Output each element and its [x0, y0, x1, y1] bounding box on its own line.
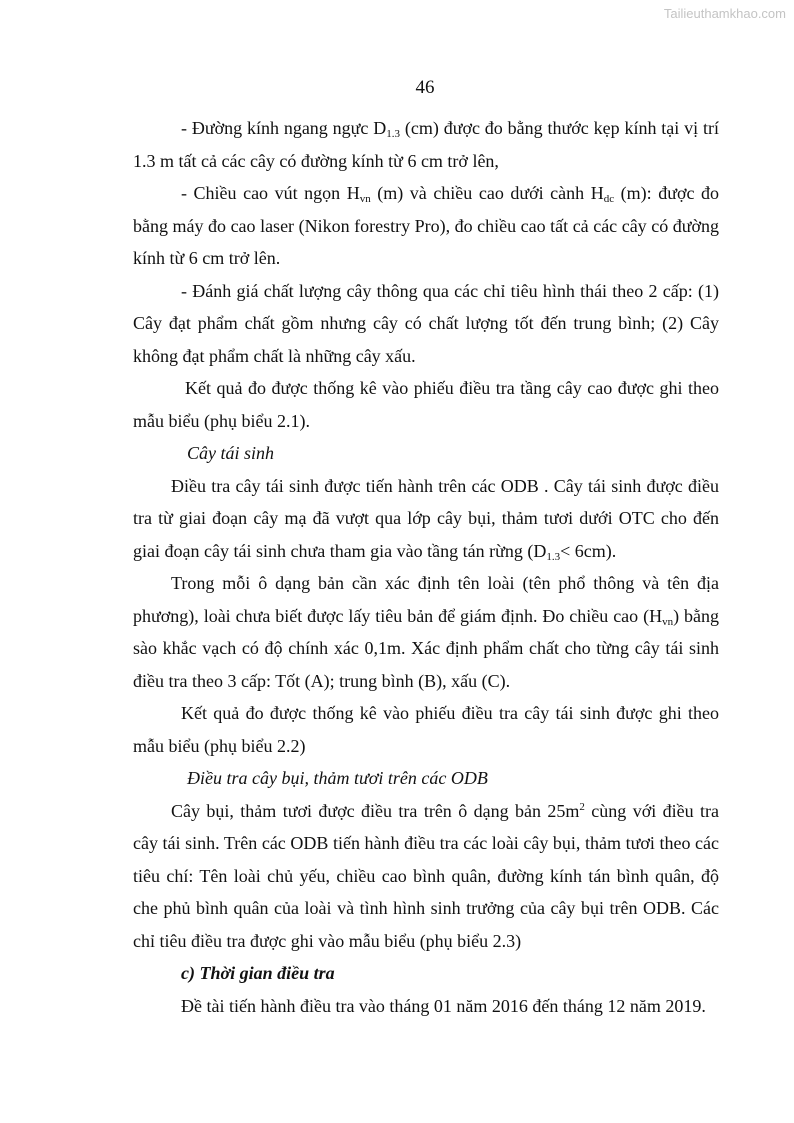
heading-regeneration: Cây tái sinh: [187, 443, 275, 463]
heading-shrubs: Điều tra cây bụi, thảm tươi trên các ODB: [187, 768, 488, 788]
heading-survey-time: c) Thời gian điều tra: [181, 963, 335, 983]
paragraph-diameter: - Đường kính ngang ngực $D_{1.3}$ (cm) được đo bằng thước kẹp kính tại vị trí 1.3 m tất cả các cây có đường kính từ 6 cm trở lên,: [133, 118, 719, 171]
paragraph-quality: - Đánh giá chất lượng cây thông qua các chỉ tiêu hình thái theo 2 cấp: (1) Cây đạt phẩm chất gồm nhưng cây có chất lượng tốt đến trung bình; (2) Cây không đạt phẩm chất là những cây xấu.: [133, 280, 719, 366]
paragraph-regeneration: Điều tra cây tái sinh được tiến hành trên các ODB . Cây tái sinh được điều tra từ giai đoạn cây mạ đã vượt qua lớp cây bụi, thảm tươi dưới OTC cho đến giai đoạn cây tái sinh chưa tham gia vào tầng tán rừng $(D_{1.3}< 6cm)$.: [133, 475, 719, 563]
paragraph-survey-time: Đề tài tiến hành điều tra vào tháng 01 năm 2016 đến tháng 12 năm 2019.: [181, 995, 706, 1016]
paragraph-plots: Trong mỗi ô dạng bản cần xác định tên loài (tên phổ thông và tên địa phương), loài chưa biết được lấy tiêu bản để giám định. Đo chiều cao $(H_{vn})$ bằng sào khắc vạch có độ chính xác 0,1m. Xác định phẩm chất cho từng cây tái sinh điều tra theo 3 cấp: Tốt (A); trung bình (B), xấu (C).: [133, 573, 720, 691]
paragraph-shrubs: Cây bụi, thảm tươi được điều tra trên ô dạng bản $25m^2$ cùng với điều tra cây tái sinh. Trên các ODB tiến hành điều tra các loài cây bụi, thảm tươi theo các tiêu chí: Tên loài chủ yếu, chiều cao bình quân, đường kính tán bình quân, độ che phủ bình quân của loài và tình hình sinh trưởng của cây bụi trên ODB. Các chỉ tiêu điều tra được ghi vào mẫu biểu (phụ biểu 2.3): [133, 800, 720, 951]
page-number: 46: [415, 77, 435, 98]
paragraph-height: - Chiều cao vút ngọn $H_{vn}$ (m) và chiều cao dưới cành $H_{dc}$ (m): được đo bằng máy đo cao laser (Nikon forestry Pro), đo chiều cao tất cả các cây có đường kính từ 6 cm trở lên.: [133, 183, 719, 268]
paragraph-result-tall-trees: Kết quả đo được thống kê vào phiếu điều tra tầng cây cao được ghi theo mẫu biểu (phụ biểu 2.1).: [133, 378, 719, 431]
page-body: [133, 112, 719, 1022]
watermark: Tailieuthamkhao.com: [663, 6, 786, 21]
paragraph-result-regeneration: Kết quả đo được thống kê vào phiếu điều tra cây tái sinh được ghi theo mẫu biểu (phụ biểu 2.2): [133, 703, 719, 756]
